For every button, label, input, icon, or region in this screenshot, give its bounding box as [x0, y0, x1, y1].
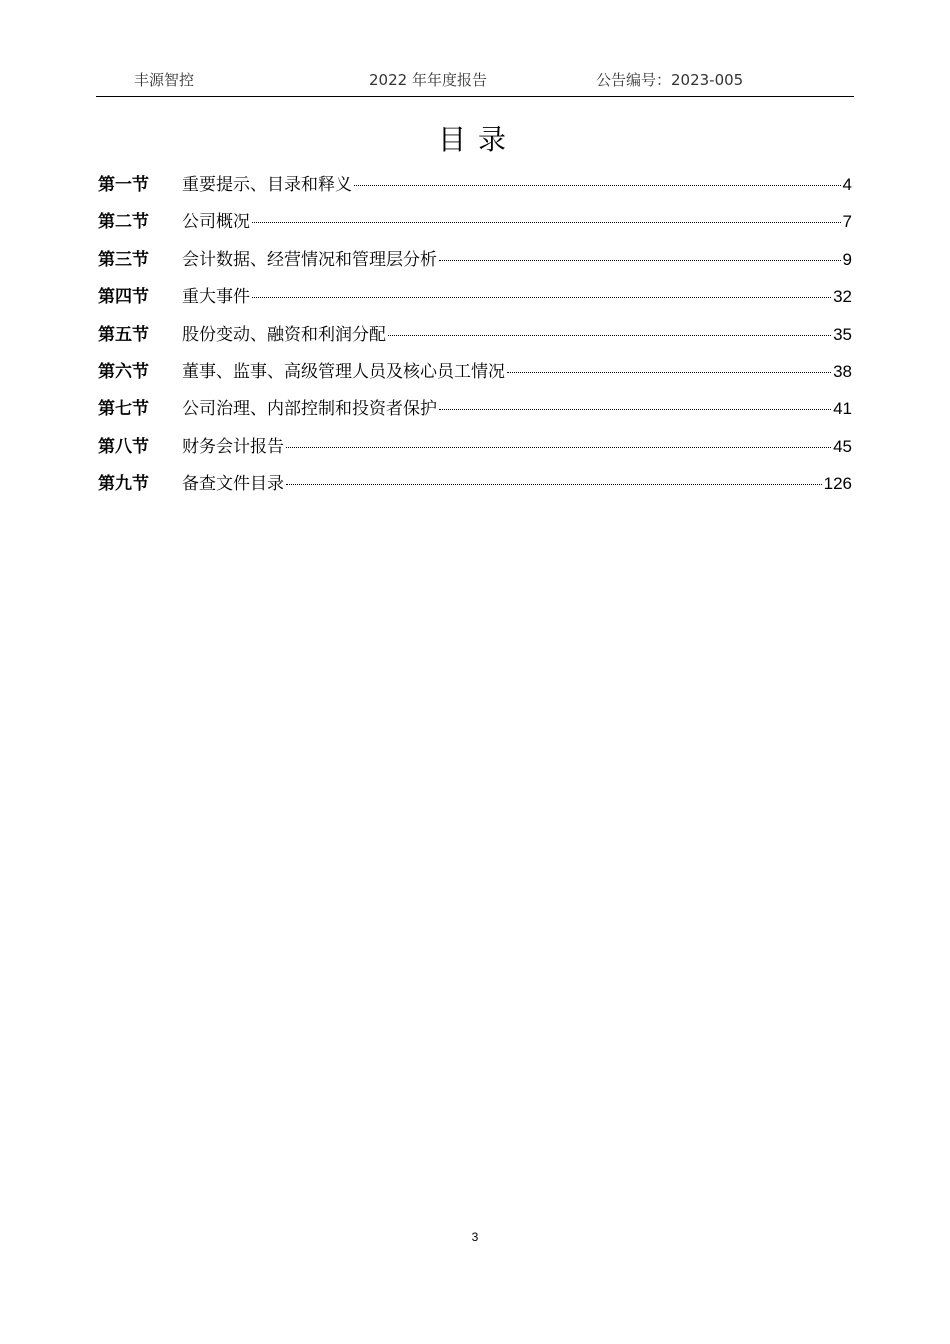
toc-entry[interactable] — [98, 320, 852, 357]
toc-entry-title: 股份变动、融资和利润分配 — [182, 324, 386, 345]
toc-dot-leader — [252, 222, 841, 223]
toc-entry[interactable] — [98, 394, 852, 431]
toc-section-label: 第四节 — [98, 287, 149, 308]
toc-entry-title: 财务会计报告 — [182, 436, 284, 457]
page-header — [96, 66, 854, 97]
toc-section-label: 第六节 — [98, 361, 149, 382]
toc-entry-title: 备查文件目录 — [182, 474, 284, 495]
toc-entry[interactable] — [98, 207, 852, 244]
toc-section-label: 第九节 — [98, 474, 149, 495]
header-notice-number: 公告编号：2023-005 — [596, 71, 744, 89]
toc-page-number: 4 — [842, 175, 852, 194]
toc-entry-title: 公司概况 — [182, 212, 250, 233]
toc-dot-leader — [354, 185, 841, 186]
toc-section-label: 第二节 — [98, 212, 149, 233]
toc-section-label: 第一节 — [98, 175, 149, 195]
toc-dot-leader — [507, 372, 831, 373]
toc-entry[interactable] — [98, 282, 852, 319]
header-report-title: 2022 年年度报告 — [369, 71, 487, 89]
toc-page-number: 41 — [833, 399, 852, 419]
toc-entry-title: 会计数据、经营情况和管理层分析 — [182, 249, 437, 270]
toc-entry[interactable] — [98, 357, 852, 394]
toc-page-number: 7 — [842, 212, 852, 232]
toc-section-label: 第三节 — [98, 249, 149, 270]
toc-entry-title: 重大事件 — [182, 287, 250, 308]
toc-dot-leader — [286, 447, 831, 448]
toc-dot-leader — [388, 335, 831, 336]
toc-entry-title: 公司治理、内部控制和投资者保护 — [182, 399, 437, 420]
toc-page-number: 126 — [823, 474, 852, 494]
toc-entry[interactable] — [98, 432, 852, 469]
toc-entry-title: 重要提示、目录和释义 — [182, 175, 352, 195]
toc-dot-leader — [252, 297, 831, 298]
toc-section-label: 第八节 — [98, 436, 149, 457]
toc-page-number: 35 — [833, 324, 852, 344]
toc-page-number: 45 — [833, 436, 852, 456]
toc-page-number: 32 — [833, 287, 852, 307]
table-of-contents — [98, 170, 852, 507]
toc-entry[interactable] — [98, 170, 852, 207]
header-company-name: 丰源智控 — [134, 71, 195, 89]
toc-dot-leader — [439, 260, 841, 261]
toc-section-label: 第七节 — [98, 399, 149, 420]
toc-entry[interactable] — [98, 245, 852, 282]
page-number: 3 — [471, 1230, 479, 1244]
toc-page-number: 9 — [842, 249, 852, 269]
toc-entry[interactable] — [98, 469, 852, 506]
toc-section-label: 第五节 — [98, 324, 149, 345]
toc-dot-leader — [286, 484, 822, 485]
toc-dot-leader — [439, 409, 831, 410]
toc-entry-title: 董事、监事、高级管理人员及核心员工情况 — [182, 361, 505, 382]
toc-page-number: 38 — [833, 361, 852, 381]
page-title: 目录 — [437, 123, 518, 156]
